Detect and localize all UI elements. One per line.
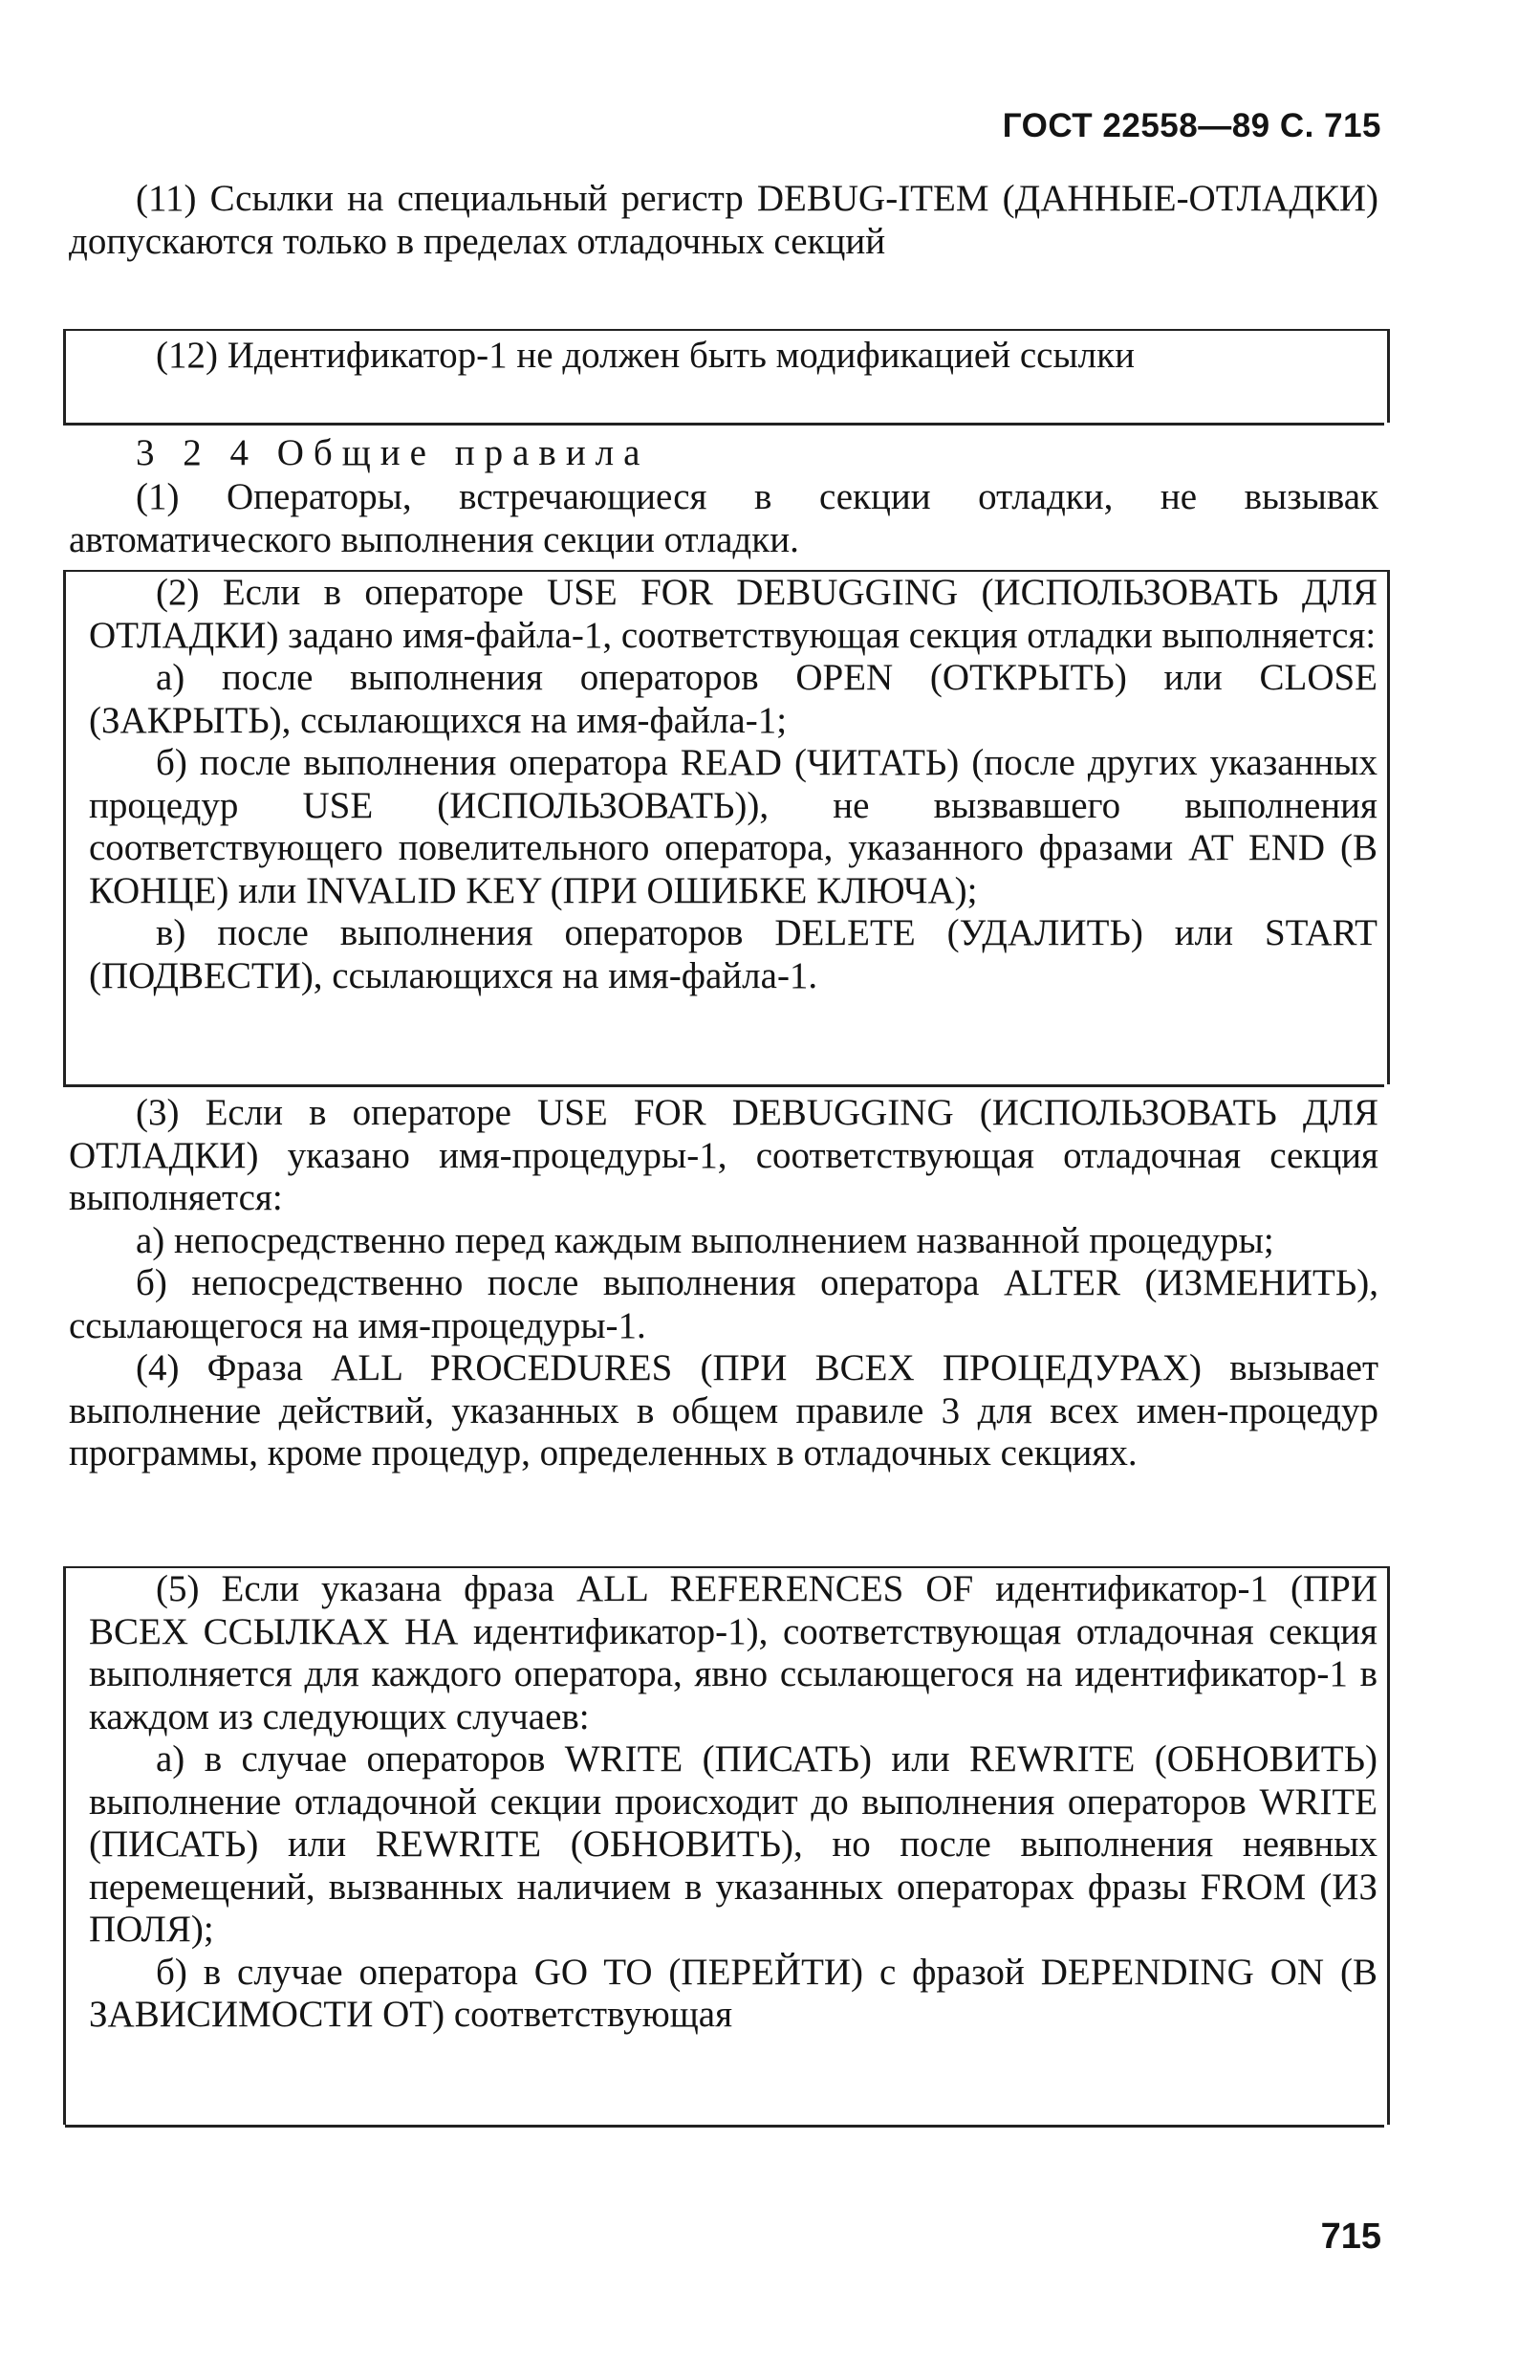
general-rules-3-4 (69, 1092, 1378, 1475)
box-rule (63, 1084, 1384, 1087)
list-item-a: а) непосредственно перед каждым выполнением названной процедуры; (136, 1219, 1274, 1261)
general-rule-1 (69, 476, 1378, 561)
paragraph-text: (1) Операторы, встречающиеся в секции отладки, не вызывак автоматического выполнения секции отладки. (69, 476, 1378, 560)
list-item-b: б) непосредственно после выполнения оператора ALTER (ИЗМЕНИТЬ), ссылающегося на имя-процедуры-1. (69, 1262, 1378, 1346)
page-number: 715 (1320, 2216, 1381, 2257)
list-item-b: б) в случае оператора GO TO (ПЕРЕЙТИ) с фразой DEPENDING ON (В ЗАВИСИМОСТИ ОТ) соответствующая (89, 1951, 1377, 2035)
boxed-paragraph-12 (63, 329, 1390, 423)
footer-rule (65, 2125, 1384, 2128)
list-item-a: а) в случае операторов WRITE (ПИСАТЬ) или REWRITE (ОБНОВИТЬ) выполнение отладочной секции происходит до выполнения операторов WRITE (ПИСАТЬ) или REWRITE (ОБНОВИТЬ), но после выполнения неявных перемещений, вызванных наличием в указанных операторах фразы FROM (ИЗ ПОЛЯ); (89, 1738, 1377, 1950)
running-header: ГОСТ 22558—89 С. 715 (1002, 107, 1381, 144)
paragraph-text: (5) Если указана фраза ALL REFERENCES OF идентификатор-1 (ПРИ ВСЕХ ССЫЛКАХ НА идентификатор-1), соответствующая отладочная секция выполняется для каждого оператора, явно ссылающегося на идентификатор-1 в каждом из следующих случаев: (89, 1568, 1377, 1737)
paragraph-text: (2) Если в операторе USE FOR DEBUGGING (ИСПОЛЬЗОВАТЬ ДЛЯ ОТЛАДКИ) задано имя-файла-1, соответствующая секция отладки выполняется: (89, 572, 1377, 656)
general-rule-3: (3) Если в операторе USE FOR DEBUGGING (ИСПОЛЬЗОВАТЬ ДЛЯ ОТЛАДКИ) указано имя-процедуры-1, соответствующая отладочная секция выполняется: (69, 1092, 1378, 1218)
boxed-general-rule-2 (63, 570, 1390, 1084)
list-item-a: а) после выполнения операторов OPEN (ОТКРЫТЬ) или CLOSE (ЗАКРЫТЬ), ссылающихся на имя-файла-1; (89, 657, 1377, 741)
list-item-c: в) после выполнения операторов DELETE (УДАЛИТЬ) или START (ПОДВЕСТИ), ссылающихся на имя-файла-1. (89, 912, 1377, 996)
section-heading (69, 432, 1378, 475)
paragraph-text: (12) Идентификатор-1 не должен быть модификацией ссылки (156, 335, 1135, 376)
general-rule-4: (4) Фраза ALL PROCEDURES (ПРИ ВСЕХ ПРОЦЕДУРАХ) вызывает выполнение действий, указанных в общем правиле 3 для всех имен-процедур программы, кроме процедур, определенных в отладочных секциях. (69, 1347, 1378, 1474)
list-item-b: б) после выполнения оператора READ (ЧИТАТЬ) (после других указанных процедур USE (ИСПОЛЬЗОВАТЬ)), не вызвавшего выполнения соответствующего повелительного оператора, указанного фразами AT END (В КОНЦЕ) или INVALID KEY (ПРИ ОШИБКЕ КЛЮЧА); (89, 742, 1377, 911)
paragraph-text: (11) Ссылки на специальный регистр DEBUG-ITEM (ДАННЫЕ-ОТЛАДКИ) допускаются только в пределах отладочных секций (69, 178, 1378, 262)
paragraph-11 (69, 178, 1378, 263)
boxed-general-rule-5 (63, 1566, 1390, 2125)
heading-text: 3 2 4 Общие правила (136, 432, 650, 473)
box-rule (63, 423, 1384, 426)
